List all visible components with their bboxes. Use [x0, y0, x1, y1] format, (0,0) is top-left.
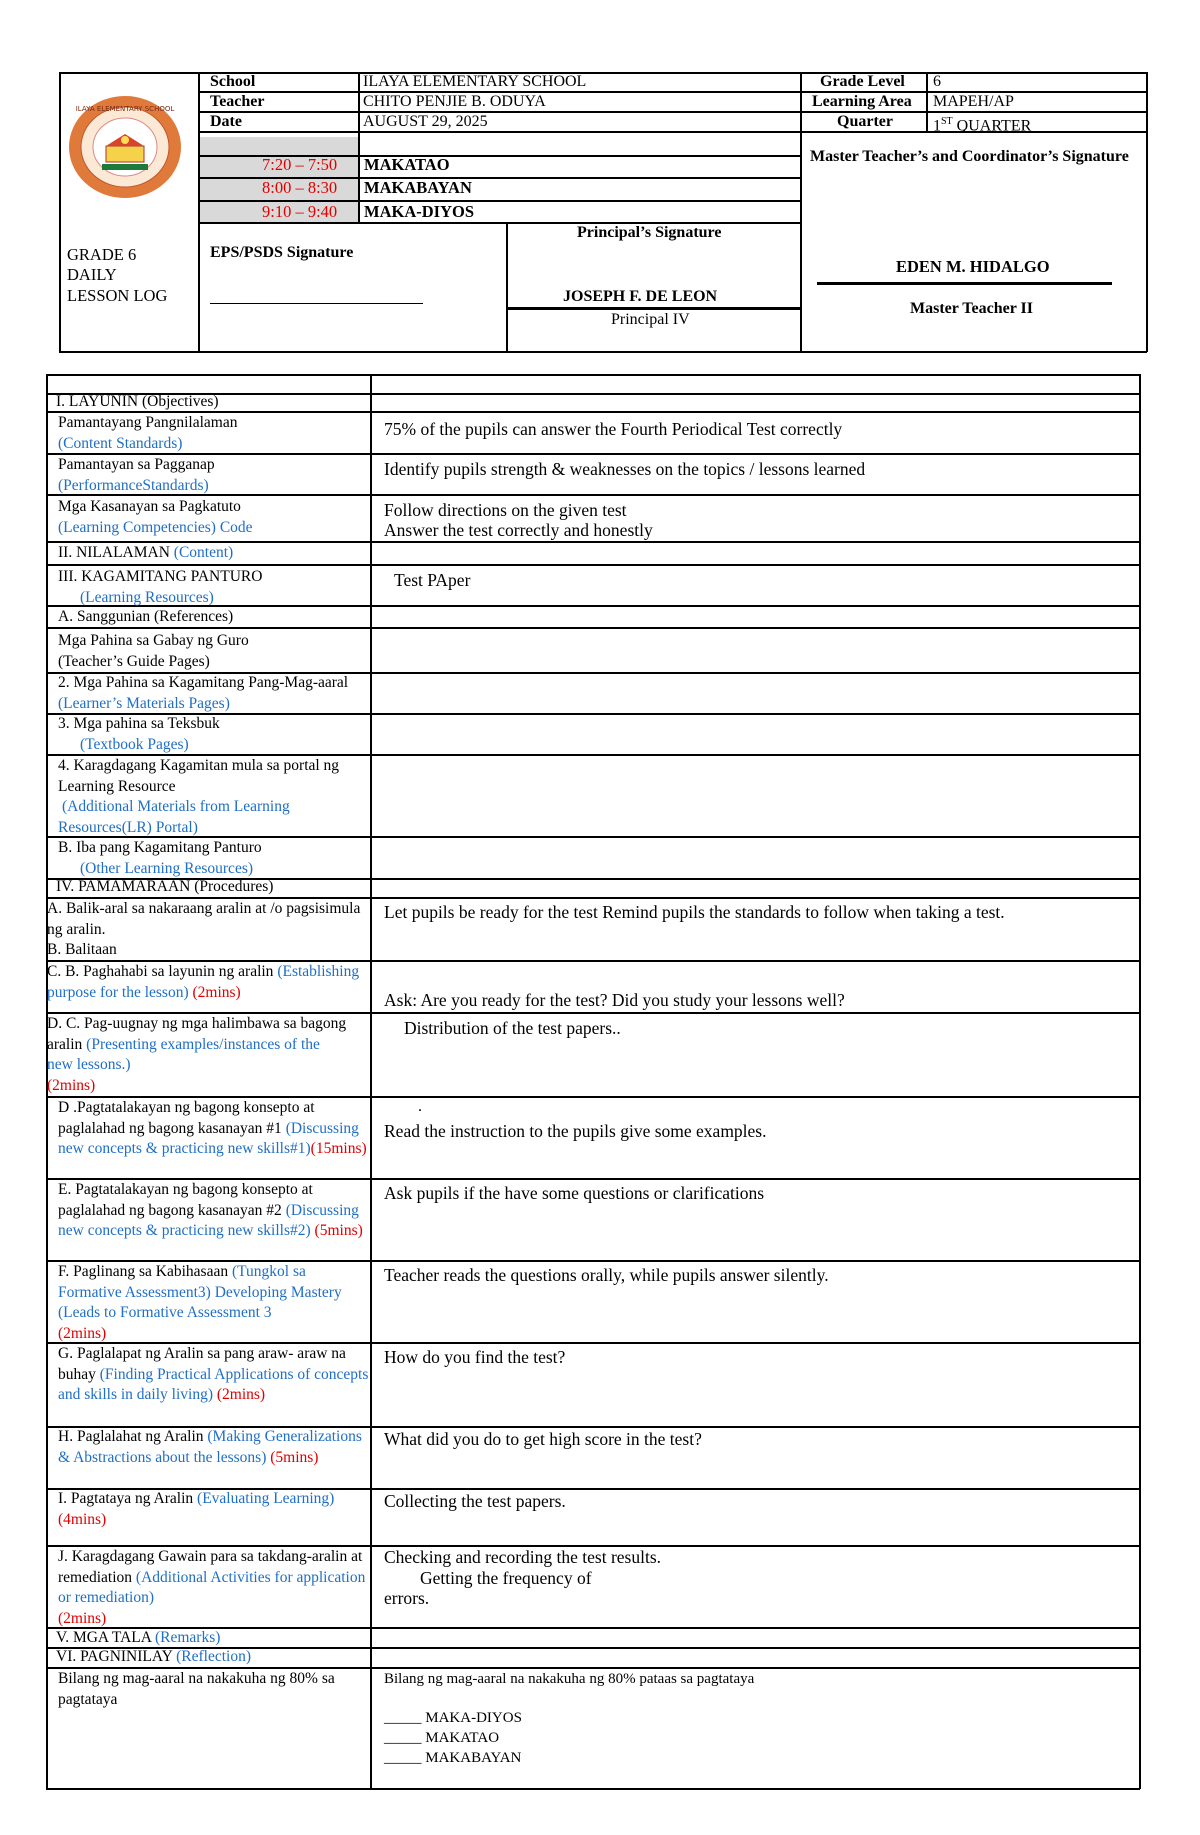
procedures-heading: IV. PAMAMARAAN (Procedures)	[56, 878, 274, 895]
bilang-right-label: Bilang ng mag-aaral na nakakuha ng 80% pataas sa pagtataya	[384, 1671, 755, 1687]
signature-line	[210, 303, 423, 304]
purpose-answer: Ask: Are you ready for the test? Did you study your lessons well?	[384, 990, 845, 1010]
log-title-1: GRADE 6	[67, 245, 137, 264]
performance-standards-label	[58, 455, 368, 496]
label-fil: 4. Karagdagang Kagamitan mula sa portal ng Learning Resource	[58, 757, 340, 795]
content-standards-label	[58, 413, 368, 454]
label-eng: (Discussing new concepts & practicing new skills#2)	[58, 1201, 359, 1239]
log-title-3: LESSON LOG	[67, 286, 168, 305]
learning-area-label: Learning Area	[812, 93, 912, 110]
label-fil: Pamantayan sa Pagganap	[58, 456, 215, 473]
blank-maka-diyos: _____ MAKA-DIYOS	[384, 1710, 522, 1726]
school-logo	[66, 94, 184, 200]
school-label: School	[210, 73, 256, 90]
label-eng: (Tungkol sa Formative Assessment3) Developing Mastery (Leads to Formative Assessment 3	[58, 1263, 342, 1321]
label-fil: A. Balik-aral sa nakaraang aralin at /o pagsisimula ng aralin.	[47, 900, 361, 938]
resources-heading	[58, 567, 368, 608]
time-minutes: (2mins)	[47, 1076, 96, 1094]
discussing-2-answer: Ask pupils if the have some questions or clarifications	[384, 1183, 765, 1203]
time-minutes: (2mins)	[192, 983, 241, 1001]
review-answer: Let pupils be ready for the test Remind pupils the standards to follow when taking a test.	[384, 902, 1005, 922]
rule	[46, 564, 1140, 566]
label-fil: D .Pagtatalakayan ng bagong konsepto at paglalahad ng bagong kasanayan #1	[58, 1099, 315, 1137]
purpose-label	[47, 962, 367, 1003]
rule	[506, 222, 508, 352]
evaluation-answer: Collecting the test papers.	[384, 1491, 566, 1511]
teacher-label: Teacher	[210, 93, 265, 110]
competencies-answer-1: Follow directions on the given test	[384, 500, 627, 520]
teachers-guide-label	[58, 631, 368, 672]
schedule-subject-1: MAKATAO	[364, 155, 450, 174]
mastery-answer: Teacher reads the questions orally, while pupils answer silently.	[384, 1265, 829, 1285]
grade-level-value: 6	[933, 73, 941, 90]
rule	[800, 72, 802, 352]
remediation-answer-1: Checking and recording the test results.	[384, 1547, 662, 1567]
reflection-heading	[56, 1647, 366, 1668]
label-fil: III. KAGAMITANG PANTURO	[58, 568, 263, 585]
dot: .	[418, 1098, 422, 1115]
label-eng: (Teacher’s Guide Pages)	[58, 652, 210, 670]
label-fil: V. MGA TALA	[56, 1629, 155, 1646]
blank-makatao: _____ MAKATAO	[384, 1730, 500, 1746]
label-eng: (Additional Materials from Learning Resources(LR) Portal)	[58, 798, 290, 836]
content-standards-answer: 75% of the pupils can answer the Fourth Periodical Test correctly	[384, 419, 843, 439]
time-minutes: (15mins)	[310, 1140, 367, 1157]
logo-text: ILAYA ELEMENTARY SCHOOL	[75, 105, 175, 113]
time-minutes: (2mins)	[216, 1386, 266, 1403]
generalization-label	[58, 1427, 368, 1468]
resources-answer: Test PAper	[394, 570, 471, 590]
label-eng: (Textbook Pages)	[80, 735, 189, 753]
date-label: Date	[210, 113, 242, 130]
label-eng: (Evaluating Learning)	[197, 1490, 335, 1507]
review-label	[47, 899, 367, 961]
label-eng: (Learning Competencies) Code	[58, 518, 253, 536]
label-fil: Mga Kasanayan sa Pagkatuto	[58, 498, 241, 515]
remediation-answer-2: Getting the frequency of	[420, 1568, 592, 1588]
time-minutes: (5mins)	[270, 1448, 319, 1466]
discussing-2-label	[58, 1180, 373, 1242]
objectives-heading: I. LAYUNIN (Objectives)	[56, 393, 219, 410]
signature-line	[817, 282, 1112, 285]
label-eng: (Content Standards)	[58, 434, 183, 452]
schedule-time-3: 9:10 – 9:40	[262, 202, 338, 221]
teacher-value: CHITO PENJIE B. ODUYA	[363, 93, 546, 110]
label-fil: VI. PAGNINILAY	[56, 1648, 177, 1665]
performance-standards-answer: Identify pupils strength & weaknesses on the topics / lessons learned	[384, 459, 866, 479]
label-eng: (Learner’s Materials Pages)	[58, 694, 230, 712]
master-teacher-name: EDEN M. HIDALGO	[896, 257, 1050, 276]
references-heading: A. Sanggunian (References)	[58, 608, 234, 625]
competencies-label	[58, 497, 368, 538]
quarter-num: 1	[933, 117, 941, 135]
principal-title: Principal IV	[611, 311, 690, 328]
discussing-1-answer: Read the instruction to the pupils give some examples.	[384, 1121, 767, 1141]
label-fil-2: B. Balitaan	[47, 941, 117, 958]
application-answer: How do you find the test?	[384, 1347, 566, 1367]
remarks-heading	[56, 1628, 366, 1649]
rule	[46, 1788, 1140, 1790]
label-eng: (Presenting examples/instances of the new lessons.)	[47, 1035, 320, 1073]
school-value: ILAYA ELEMENTARY SCHOOL	[363, 73, 587, 90]
rule	[59, 351, 1147, 353]
presenting-examples-label	[47, 1014, 347, 1096]
master-teacher-title: Master Teacher II	[910, 300, 1033, 317]
quarter-value	[933, 113, 1031, 135]
competencies-answer-2: Answer the test correctly and honestly	[384, 520, 653, 540]
label-eng: (Discussing new concepts & practicing new skills#1)	[58, 1119, 359, 1157]
label-fil: H. Paglalahat ng Aralin	[58, 1428, 208, 1445]
rule	[198, 72, 200, 352]
label-eng: (Other Learning Resources)	[80, 859, 254, 877]
label-eng: (Remarks)	[154, 1629, 221, 1646]
label-fil: B. Iba pang Kagamitang Panturo	[58, 839, 262, 856]
label-fil: Mga Pahina sa Gabay ng Guro	[58, 632, 249, 649]
principal-signature-label: Principal’s Signature	[577, 224, 722, 241]
grade-level-label: Grade Level	[820, 73, 905, 90]
rule	[59, 72, 61, 352]
rule	[926, 72, 928, 131]
schedule-time-2: 8:00 – 8:30	[262, 178, 338, 197]
bilang-left-label: Bilang ng mag-aaral na nakakuha ng 80% sa pagtataya	[58, 1670, 335, 1708]
shade	[199, 137, 358, 155]
learners-materials-label	[58, 673, 368, 714]
log-title-2: DAILY	[67, 265, 117, 284]
label-fil: 2. Mga Pahina sa Kagamitang Pang-Mag-aaral	[58, 674, 349, 691]
lr-portal-label	[58, 756, 368, 838]
remediation-answer-3: errors.	[384, 1588, 430, 1608]
label-fil: II. NILALAMAN	[58, 544, 174, 561]
evaluation-label	[58, 1489, 348, 1530]
label-fil: G. Paglalapat ng Aralin sa pang araw- araw na buhay	[58, 1345, 346, 1383]
content-heading	[58, 543, 368, 564]
rule	[1146, 72, 1148, 352]
label-eng: (Making Generalizations & Abstractions about the lessons)	[58, 1428, 362, 1466]
signature-line	[506, 307, 802, 310]
label-eng: (Finding Practical Applications of concepts and skills in daily living)	[58, 1365, 369, 1403]
blank-makabayan: _____ MAKABAYAN	[384, 1750, 522, 1766]
time-minutes: (2mins)	[58, 1609, 107, 1627]
time-minutes: (4mins)	[58, 1510, 107, 1528]
eps-signature-label: EPS/PSDS Signature	[210, 244, 354, 261]
label-eng: (Reflection)	[176, 1648, 252, 1665]
mastery-label	[58, 1262, 370, 1344]
schedule-time-1: 7:20 – 7:50	[262, 155, 338, 174]
label-fil: C. B. Paghahabi sa layunin ng aralin	[47, 963, 278, 980]
quarter-label: Quarter	[837, 113, 893, 130]
master-teacher-sig-label: Master Teacher’s and Coordinator’s Signature	[810, 148, 1129, 165]
principal-name: JOSEPH F. DE LEON	[563, 288, 718, 305]
quarter-word: QUARTER	[952, 117, 1032, 135]
label-fil: 3. Mga pahina sa Teksbuk	[58, 715, 220, 732]
rule	[370, 374, 372, 1789]
time-minutes: (2mins)	[58, 1324, 107, 1342]
date-value: AUGUST 29, 2025	[363, 113, 488, 130]
label-fil: E. Pagtatalakayan ng bagong konsepto at paglalahad ng bagong kasanayan #2	[58, 1181, 313, 1219]
label-fil: I. Pagtataya ng Aralin	[58, 1490, 198, 1507]
application-label	[58, 1344, 373, 1406]
label-fil: Pamantayang Pangnilalaman	[58, 414, 238, 431]
label-eng: (Learning Resources)	[80, 588, 214, 606]
schedule-subject-3: MAKA-DIYOS	[364, 202, 474, 221]
label-fil: D. C. Pag-uugnay ng mga halimbawa sa bagong aralin	[47, 1015, 347, 1053]
label-eng: (Additional Activities for application or remediation)	[58, 1568, 366, 1606]
rule	[46, 374, 1140, 376]
presenting-examples-answer: Distribution of the test papers..	[404, 1018, 621, 1038]
label-eng: (PerformanceStandards)	[58, 476, 209, 494]
label-fil: J. Karagdagang Gawain para sa takdang-aralin at remediation	[58, 1548, 363, 1586]
label-eng: (Establishing purpose for the lesson)	[47, 963, 360, 1001]
learning-area-value: MAPEH/AP	[933, 93, 1014, 110]
schedule-subject-2: MAKABAYAN	[364, 178, 472, 197]
time-minutes: (5mins)	[314, 1222, 363, 1239]
generalization-answer: What did you do to get high score in the test?	[384, 1429, 702, 1449]
other-resources-label	[58, 838, 368, 879]
rule	[1139, 374, 1141, 1789]
textbook-label	[58, 714, 368, 755]
label-fil: F. Paglinang sa Kabihasaan	[58, 1263, 232, 1280]
label-eng: (Content)	[173, 544, 234, 561]
remediation-label	[58, 1547, 368, 1629]
quarter-sup: ST	[941, 116, 953, 127]
discussing-1-label	[58, 1098, 368, 1160]
